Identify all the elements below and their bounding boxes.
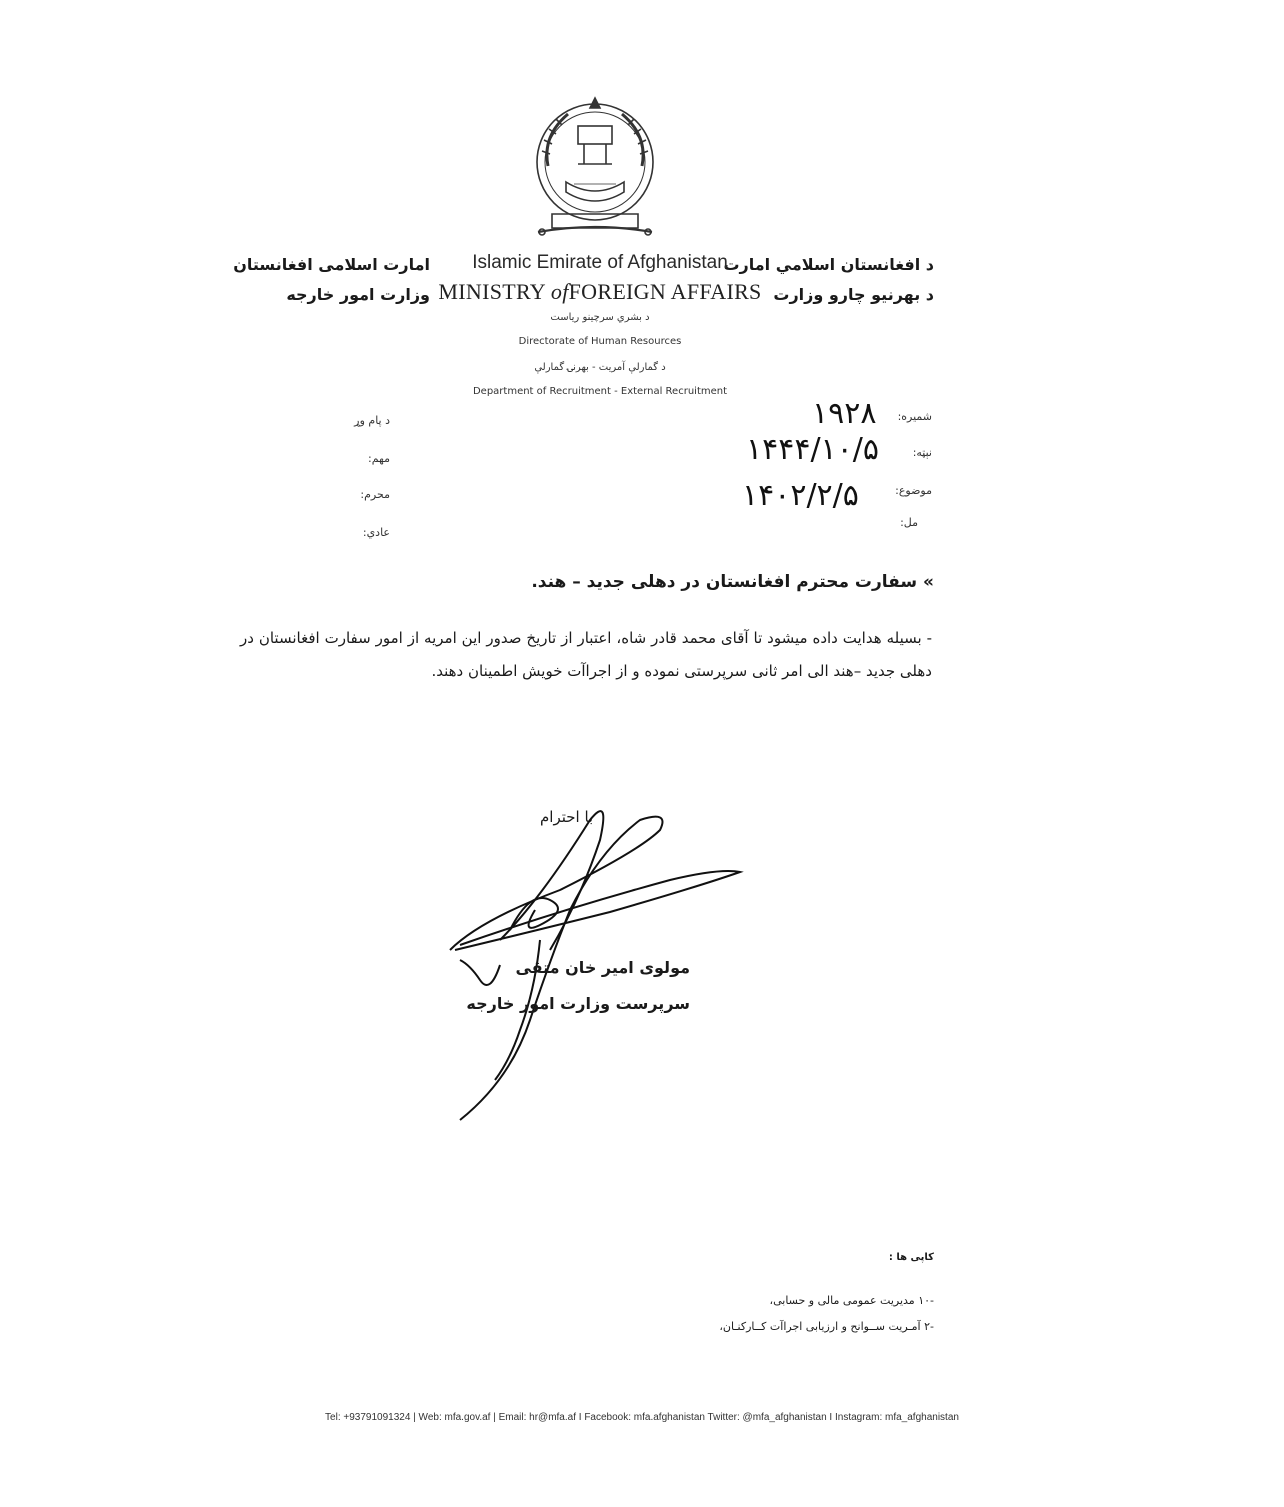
footer-contact: Tel: +93791091324 | Web: mfa.gov.af | Email: hr@mfa.af I Facebook: mfa.afghanistan Twitter: @mfa_afghanistan I Instagram: mfa_afghanistan xyxy=(325,1412,959,1423)
emblem-logo xyxy=(528,96,662,242)
date-hijri-value: ۱۴۴۴/۱۰/۵ xyxy=(746,432,880,467)
subheader-english-1: Directorate of Human Resources xyxy=(518,336,682,347)
english-header-line2-of: of xyxy=(550,279,569,304)
english-header-line2-a: MINISTRY xyxy=(438,279,551,304)
category-ordinary: عادي: xyxy=(362,526,390,539)
category-confidential: محرم: xyxy=(360,488,390,501)
subject-label: موضوع: xyxy=(895,484,932,497)
letter-addressee: » سفارت محترم افغانستان در دهلی جدید – هند. xyxy=(531,572,934,592)
category-noteworthy: د پام وړ xyxy=(354,414,390,427)
number-label: شمیره: xyxy=(897,410,932,423)
subheader-pashto-1: د بشري سرچینو ریاست xyxy=(550,312,650,323)
category-important: مهم: xyxy=(368,452,390,465)
pashto-header-line2: د بهرنیو چارو وزارت xyxy=(773,285,934,304)
subheader-pashto-2: د گمارلې آمریت - بهرنۍ گمارلې xyxy=(534,362,666,373)
pashto-header-line1: د افغانستان اسلامي امارت xyxy=(723,255,934,274)
signatory-title: سرپرست وزارت امور خارجه xyxy=(466,994,690,1013)
closing-text: با احترام xyxy=(540,808,594,826)
copy-item-1: -۱۰ مدیریت عمومی مالی و حسابی، xyxy=(769,1294,934,1307)
copies-title: کاپی ها : xyxy=(888,1252,934,1263)
number-value: ۱۹۲۸ xyxy=(812,396,877,431)
letter-body: - بسیله هدایت داده میشود تا آقای محمد قادر شاه، اعتبار از تاریخ صدور این امریه از امور سفارت افغانستان در دهلی جدید –هند الی امر ثانی سرپرستی نموده و از اجراآت خویش اطمینان دهند. xyxy=(240,629,932,680)
date-label: نېټه: xyxy=(912,446,932,459)
english-header-line1: Islamic Emirate of Afghanistan xyxy=(472,252,728,273)
copy-item-2: -۲ آمـریت ســوانح و ارزیابی اجراآت کــارکنـان، xyxy=(719,1320,934,1333)
subheader-english-2: Department of Recruitment - External Recruitment xyxy=(472,386,728,397)
dari-header-line1: امارت اسلامی افغانستان xyxy=(233,255,430,274)
english-header-line2 xyxy=(420,279,780,305)
dari-header-line2: وزارت امور خارجه xyxy=(286,285,430,304)
signatory-name: مولوی امیر خان متقی xyxy=(515,958,690,977)
attachment-label: مل: xyxy=(900,516,918,529)
english-header-line2-b: FOREIGN AFFAIRS xyxy=(568,279,762,304)
date-solar-value: ۱۴۰۲/۲/۵ xyxy=(742,478,859,513)
